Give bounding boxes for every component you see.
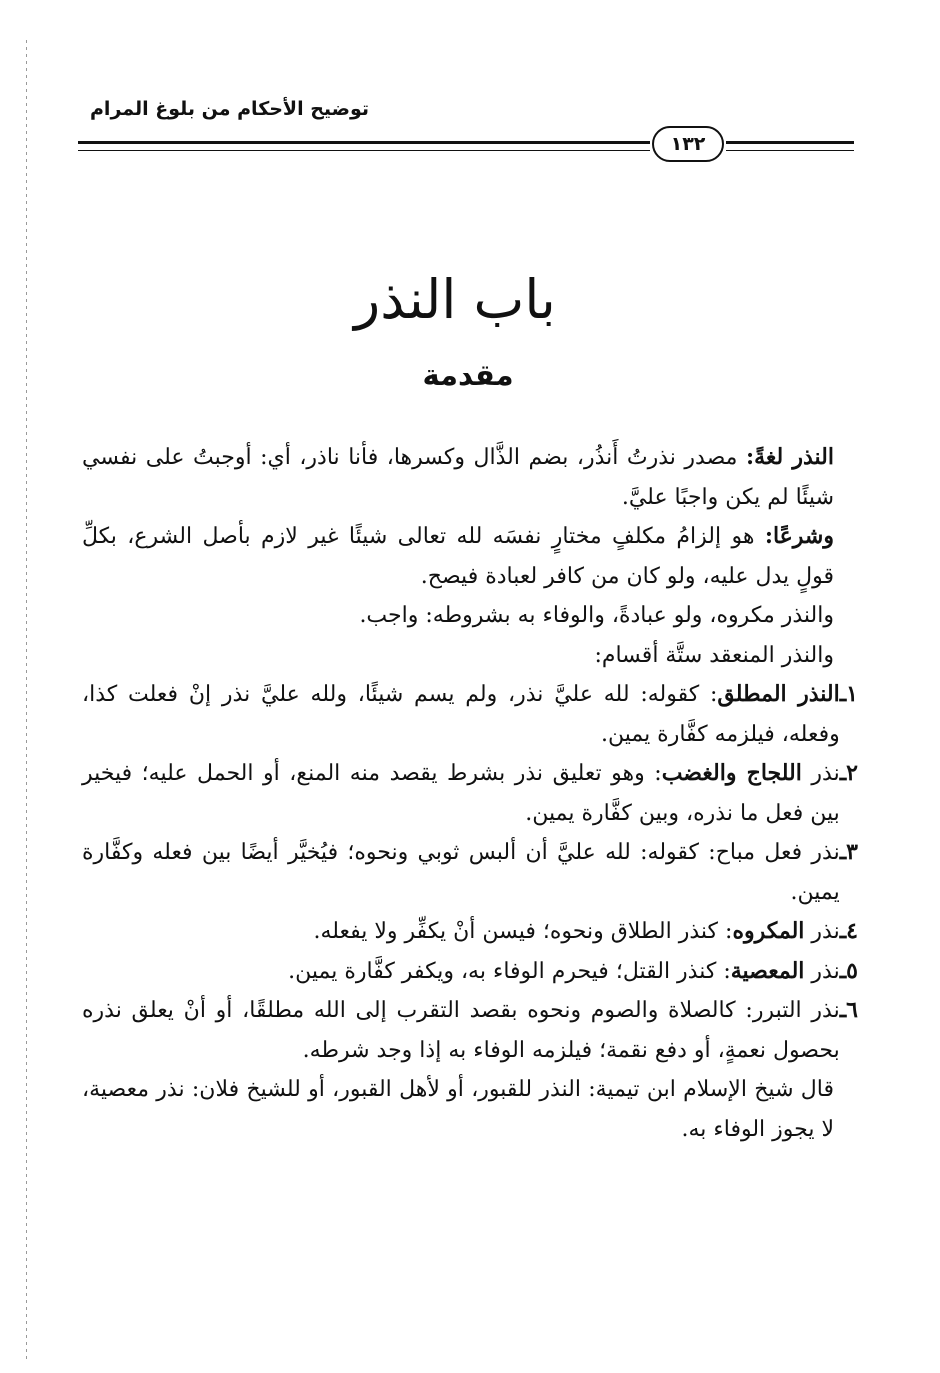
term-label: وشرعًا: bbox=[764, 523, 834, 549]
list-item bbox=[82, 675, 858, 754]
term-label: النذر لغةً: bbox=[745, 444, 834, 470]
item-label: النذر المطلق bbox=[717, 681, 840, 707]
chapter-title: باب النذر bbox=[354, 268, 556, 331]
paragraph-definition-shar bbox=[82, 517, 858, 596]
list-item bbox=[82, 912, 858, 952]
paragraph-types-intro: والنذر المنعقد ستَّة أقسام: bbox=[594, 642, 834, 668]
paragraph-text: مصدر نذرتُ أَنذُر، بضم الذَّال وكسرها، فأنا ناذر، أي: أوجبتُ على نفسي شيئًا لم يكن واجبًا عليَّ. bbox=[82, 445, 834, 510]
paragraph-quote: قال شيخ الإسلام ابن تيمية: النذر للقبور، أو لأهل القبور، أو للشيخ فلان: نذر معصية، لا يجوز الوفاء به. bbox=[82, 1077, 834, 1142]
item-number: ٣ـ bbox=[839, 839, 858, 865]
item-text: : كنذر القتل؛ فيحرم الوفاء به، ويكفر كفَّارة يمين. bbox=[288, 958, 731, 984]
item-label: اللجاج والغضب bbox=[661, 760, 802, 786]
item-text: : كقوله: لله عليَّ أن ألبس ثوبي ونحوه؛ فيُخيَّر أيضًا بين فعله وكفَّارة يمين. bbox=[82, 840, 840, 905]
item-number: ٦ـ bbox=[839, 997, 858, 1023]
running-title: توضيح الأحكام من بلوغ المرام bbox=[90, 98, 370, 120]
section-title: مقدمة bbox=[422, 358, 514, 392]
item-number: ٢ـ bbox=[839, 760, 858, 786]
list-item bbox=[82, 991, 858, 1070]
item-number: ١ـ bbox=[839, 681, 858, 707]
item-text: : كقوله: لله عليَّ نذر، ولم يسم شيئًا، ولله عليَّ نذر إنْ فعلت كذا، وفعله، فيلزمه كفَّارة يمين. bbox=[82, 682, 840, 747]
header-rule-right bbox=[726, 141, 854, 151]
item-prefix: نذر bbox=[804, 919, 840, 944]
margin-line bbox=[26, 40, 27, 1360]
list-item bbox=[82, 952, 858, 992]
paragraph-definition-lang bbox=[82, 438, 858, 517]
list-item bbox=[82, 754, 858, 833]
body-text bbox=[82, 438, 858, 1149]
item-prefix: نذر التبرر bbox=[752, 998, 840, 1023]
item-number: ٤ـ bbox=[839, 918, 858, 944]
item-prefix: نذر فعل مباح bbox=[715, 840, 840, 865]
list-item bbox=[82, 833, 858, 912]
page-number: ١٣٢ bbox=[652, 126, 724, 162]
item-number: ٥ـ bbox=[839, 957, 858, 984]
item-label: المكروه bbox=[732, 918, 805, 944]
item-prefix: نذر bbox=[804, 958, 840, 984]
item-label: المعصية bbox=[730, 957, 805, 984]
item-text: : وهو تعليق نذر بشرط يقصد منه المنع، أو الحمل عليه؛ فيخير بين فعل ما نذره، وبين كفَّارة يمين. bbox=[82, 761, 840, 826]
item-text: : كالصلاة والصوم ونحوه بقصد التقرب إلى الله مطلقًا، أو أنْ يعلق نذره بحصول نعمةٍ، أو دفع نقمة؛ فيلزمه الوفاء به إذا وجد شرطه. bbox=[82, 998, 840, 1063]
paragraph-ruling: والنذر مكروه، ولو عبادةً، والوفاء به بشروطه: واجب. bbox=[359, 603, 834, 628]
item-text: : كنذر الطلاق ونحوه؛ فيسن أنْ يكفِّر ولا يفعله. bbox=[313, 919, 733, 944]
item-prefix: نذر bbox=[801, 761, 840, 786]
paragraph-text: هو إلزامُ مكلفٍ مختارٍ نفسَه لله تعالى شيئًا غير لازم بأصل الشرع، بكلِّ قولٍ يدل عليه، ولو كان من كافر لعبادة فيصح. bbox=[82, 524, 834, 589]
header-rule-left bbox=[78, 141, 650, 151]
